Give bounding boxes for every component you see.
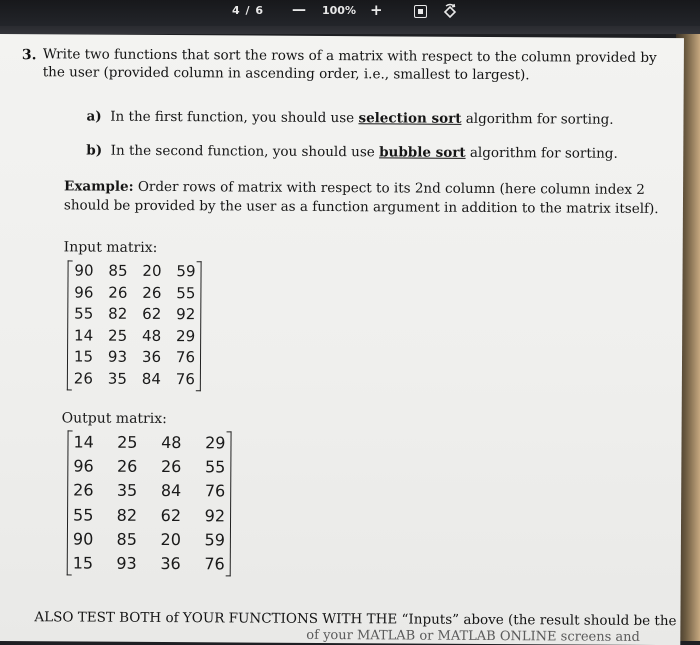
input-matrix-cell: 82	[108, 304, 128, 323]
input-matrix-cell: 93	[107, 348, 128, 367]
output-matrix	[73, 430, 226, 576]
part-a-after: algorithm for sorting.	[461, 110, 614, 128]
zoom-level: 100%	[322, 4, 356, 17]
input-matrix-cell: 76	[175, 370, 195, 389]
output-matrix-cell: 93	[116, 553, 137, 573]
output-matrix-cell: 55	[73, 505, 94, 525]
input-matrix-cell: 90	[74, 261, 94, 280]
input-matrix-cell: 85	[108, 261, 128, 280]
input-matrix-row	[73, 368, 195, 390]
output-matrix-cell: 20	[160, 529, 181, 549]
input-matrix-cell: 36	[141, 348, 162, 367]
toolbar-divider	[0, 26, 700, 34]
input-matrix-row	[73, 282, 195, 304]
example-label: Example:	[64, 178, 134, 195]
input-matrix-cell: 26	[73, 369, 93, 388]
example-text	[64, 177, 664, 219]
part-b-before: In the second function, you should use	[110, 142, 380, 161]
output-matrix-cell: 26	[116, 456, 138, 477]
input-matrix-cell: 59	[176, 262, 196, 281]
input-matrix-cell: 55	[74, 304, 94, 323]
input-matrix-cell: 14	[74, 326, 94, 345]
document-page	[0, 34, 684, 645]
output-matrix-cell: 62	[160, 505, 182, 525]
fit-page-icon[interactable]	[414, 5, 427, 18]
output-matrix-row	[73, 430, 225, 455]
output-matrix-cell: 59	[204, 530, 225, 550]
output-matrix-cell: 35	[116, 481, 138, 501]
output-matrix-cell: 90	[72, 529, 94, 549]
output-matrix-cell: 26	[73, 480, 94, 500]
rotate-icon[interactable]	[442, 3, 458, 24]
input-matrix-cell: 35	[107, 369, 127, 388]
input-matrix-cell: 84	[141, 369, 161, 388]
input-matrix-cell: 92	[176, 305, 196, 324]
part-b-emphasis: bubble sort	[379, 144, 466, 161]
input-matrix-cell: 76	[175, 348, 196, 367]
output-matrix-cell: 85	[116, 529, 137, 549]
output-matrix-row	[73, 479, 225, 504]
part-a-emphasis: selection sort	[358, 110, 462, 127]
footer-instruction-partial: of your MATLAB or MATLAB ONLINE screens and	[306, 627, 640, 645]
output-matrix-cell: 76	[204, 481, 226, 501]
input-matrix-cell: 48	[142, 326, 162, 345]
output-matrix-cell: 76	[204, 554, 225, 574]
output-matrix-row	[73, 503, 225, 528]
input-matrix-label: Input matrix:	[63, 239, 158, 256]
output-matrix-cell: 15	[72, 553, 94, 573]
output-matrix-cell: 92	[204, 505, 226, 525]
right-bracket	[196, 261, 202, 391]
output-matrix-cell: 36	[160, 554, 181, 574]
footer-instruction: ALSO TEST BOTH of YOUR FUNCTIONS WITH THE “Inputs” above (the result should be the	[34, 609, 677, 630]
input-matrix	[73, 260, 196, 390]
part-a-label: a)	[86, 108, 102, 125]
part-b-label: b)	[86, 142, 103, 159]
output-matrix-cell: 26	[160, 457, 182, 477]
zoom-in-button[interactable]: +	[370, 1, 383, 19]
output-matrix-cell: 29	[205, 433, 226, 453]
output-matrix-cell: 96	[73, 456, 94, 476]
output-matrix-row	[73, 551, 225, 576]
input-matrix-row	[73, 325, 195, 347]
output-matrix-row	[73, 527, 225, 552]
example-body: Order rows of matrix with respect to its 2nd column (here column index 2 should be provided by the user as a function argument in addition to the matrix itself).	[63, 178, 659, 218]
part-a	[86, 109, 613, 128]
left-bracket	[67, 430, 73, 575]
output-matrix-cell: 84	[160, 481, 182, 501]
output-matrix-row	[73, 455, 225, 480]
right-bracket	[226, 431, 232, 576]
input-matrix-cell: 15	[73, 347, 94, 366]
part-b-after: algorithm for sorting.	[465, 144, 618, 162]
input-matrix-cell: 62	[142, 305, 162, 324]
output-matrix-cell: 25	[117, 432, 138, 452]
input-matrix-cell: 26	[142, 283, 162, 302]
pdf-toolbar	[0, 0, 700, 26]
question-text: Write two functions that sort the rows of a matrix with respect to the column provided by the user (provided column in ascending order, i.e., smallest to largest).	[42, 46, 657, 84]
output-matrix-cell: 82	[116, 505, 138, 525]
input-matrix-row	[73, 260, 195, 282]
left-bracket	[67, 260, 73, 390]
input-matrix-cell: 25	[108, 326, 128, 345]
question-number: 3.	[21, 47, 37, 64]
input-matrix-cell: 96	[74, 283, 94, 302]
input-matrix-row	[73, 304, 195, 326]
input-matrix-row	[73, 347, 195, 369]
zoom-out-button[interactable]: —	[292, 2, 306, 18]
output-matrix-label: Output matrix:	[61, 410, 167, 428]
output-matrix-cell: 55	[204, 457, 226, 477]
output-matrix-cell: 48	[161, 432, 182, 453]
part-a-before: In the first function, you should use	[110, 108, 359, 127]
input-matrix-cell: 29	[176, 326, 196, 345]
input-matrix-cell: 26	[108, 283, 128, 302]
output-matrix-cell: 14	[73, 432, 94, 452]
part-b	[86, 143, 618, 162]
page-indicator: 4 / 6	[232, 4, 264, 17]
input-matrix-cell: 20	[142, 261, 162, 280]
input-matrix-cell: 55	[176, 283, 196, 302]
